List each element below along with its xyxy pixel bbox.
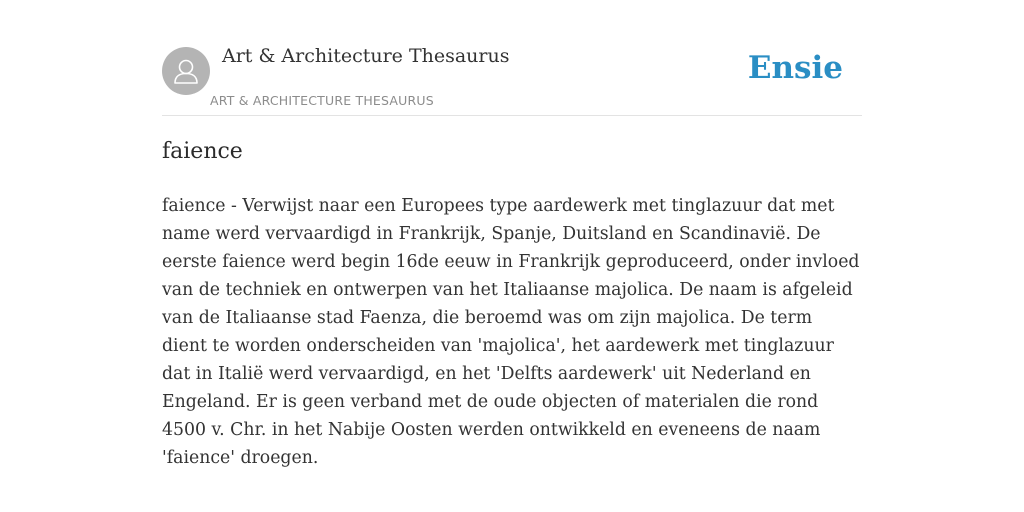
brand-logo-link[interactable]: Ensie [747, 50, 843, 86]
user-silhouette-icon [162, 47, 210, 95]
author-name-link[interactable]: Art & Architecture Thesaurus [222, 45, 510, 67]
source-caption: ART & ARCHITECTURE THESAURUS [210, 93, 434, 108]
entry-card [162, 0, 862, 468]
entry-header [162, 0, 862, 116]
entry-definition: faience - Verwijst naar een Europees type aardewerk met tinglazuur dat met name werd vervaardigd in Frankrijk, Spanje, Duitsland en Scandinavië. De eerste faience werd begin 16de eeuw in Frankrijk geproduceerd, onder invloed van de techniek en ontwerpen van het Italiaanse majolica. De naam is afgeleid van de Italiaanse stad Faenza, die beroemd was om zijn majolica. De term dient te worden onderscheiden van 'majolica', het aardewerk met tinglazuur dat in Italië werd vervaardigd, en het 'Delfts aardewerk' uit Nederland en Engeland. Er is geen verband met de oude objecten of materialen die rond 4500 v. Chr. in het Nabije Oosten werden ontwikkeld en eveneens de naam 'faience' droegen. [162, 196, 860, 468]
author-avatar[interactable] [162, 47, 210, 95]
entry-term: faience [162, 139, 243, 164]
